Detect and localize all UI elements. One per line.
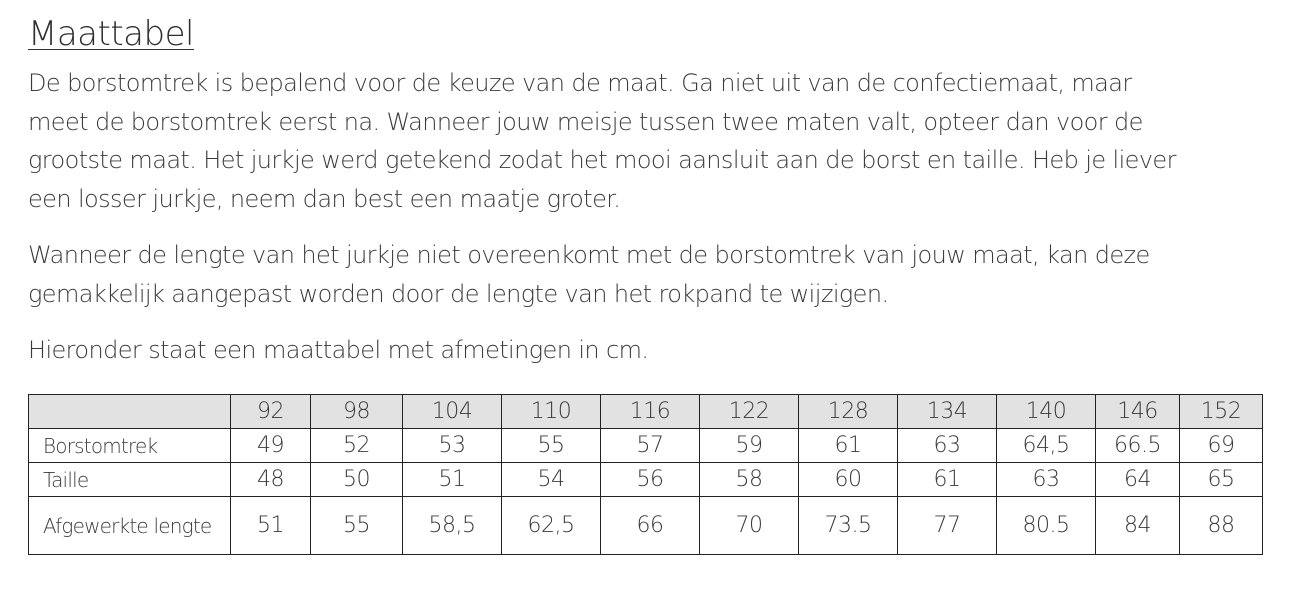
table-cell: 54 (502, 463, 601, 497)
table-cell: 63 (898, 429, 997, 463)
table-cell: 59 (700, 429, 799, 463)
size-header-cell: 110 (502, 395, 601, 429)
table-cell: 69 (1180, 429, 1263, 463)
table-cell: 55 (311, 497, 403, 555)
table-cell: 80.5 (997, 497, 1096, 555)
table-cell: 51 (403, 463, 502, 497)
row-label-afgewerkte-lengte: Afgewerkte lengte (29, 497, 231, 555)
size-header-cell: 116 (601, 395, 700, 429)
paragraph-line: gemakkelijk aangepast worden door de lengte van het rokpand te wijzigen. (28, 279, 889, 308)
table-row (29, 463, 1263, 497)
page-title: Maattabel (28, 14, 194, 54)
table-cell: 64,5 (997, 429, 1096, 463)
table-cell: 61 (799, 429, 898, 463)
size-header-cell: 122 (700, 395, 799, 429)
size-chart-section (28, 10, 1268, 370)
table-cell: 88 (1180, 497, 1263, 555)
table-cell: 66.5 (1096, 429, 1180, 463)
size-header-cell: 146 (1096, 395, 1180, 429)
size-header-cell: 92 (231, 395, 311, 429)
table-cell: 48 (231, 463, 311, 497)
paragraph-line: een losser jurkje, neem dan best een maatje groter. (28, 184, 621, 213)
table-cell: 58 (700, 463, 799, 497)
paragraph-line: grootste maat. Het jurkje werd getekend zodat het mooi aansluit aan de borst en taille. Heb je liever (28, 146, 1176, 174)
paragraph-line: Wanneer de lengte van het jurkje niet overeenkomt met de borstomtrek van jouw maat, kan deze (28, 241, 1150, 269)
size-table (28, 394, 1263, 555)
table-cell: 50 (311, 463, 403, 497)
table-cell: 61 (898, 463, 997, 497)
table-cell: 62,5 (502, 497, 601, 555)
header-corner-cell (29, 395, 231, 429)
paragraph-line: meet de borstomtrek eerst na. Wanneer jouw meisje tussen twee maten valt, opteer dan voor de (28, 107, 1143, 136)
table-cell: 64 (1096, 463, 1180, 497)
table-row (29, 497, 1263, 555)
table-row (29, 429, 1263, 463)
size-header-cell: 134 (898, 395, 997, 429)
table-cell: 51 (231, 497, 311, 555)
intro-paragraph (28, 64, 1268, 218)
size-header-cell: 152 (1180, 395, 1263, 429)
row-label-taille: Taille (29, 463, 231, 497)
table-cell: 57 (601, 429, 700, 463)
table-header-row (29, 395, 1263, 429)
table-intro-paragraph: Hieronder staat een maattabel met afmetingen in cm. (28, 336, 649, 364)
table-cell: 58,5 (403, 497, 502, 555)
paragraph-line: De borstomtrek is bepalend voor de keuze van de maat. Ga niet uit van de confectiemaat, maar (28, 69, 1132, 97)
size-header-cell: 98 (311, 395, 403, 429)
row-label-borstomtrek: Borstomtrek (29, 429, 231, 463)
table-cell: 63 (997, 463, 1096, 497)
table-cell: 70 (700, 497, 799, 555)
table-cell: 73.5 (799, 497, 898, 555)
table-cell: 55 (502, 429, 601, 463)
table-cell: 56 (601, 463, 700, 497)
size-header-cell: 128 (799, 395, 898, 429)
table-cell: 77 (898, 497, 997, 555)
table-cell: 53 (403, 429, 502, 463)
table-cell: 66 (601, 497, 700, 555)
size-header-cell: 104 (403, 395, 502, 429)
table-cell: 65 (1180, 463, 1263, 497)
table-cell: 52 (311, 429, 403, 463)
length-paragraph (28, 236, 1268, 313)
table-cell: 84 (1096, 497, 1180, 555)
size-header-cell: 140 (997, 395, 1096, 429)
table-cell: 49 (231, 429, 311, 463)
table-cell: 60 (799, 463, 898, 497)
